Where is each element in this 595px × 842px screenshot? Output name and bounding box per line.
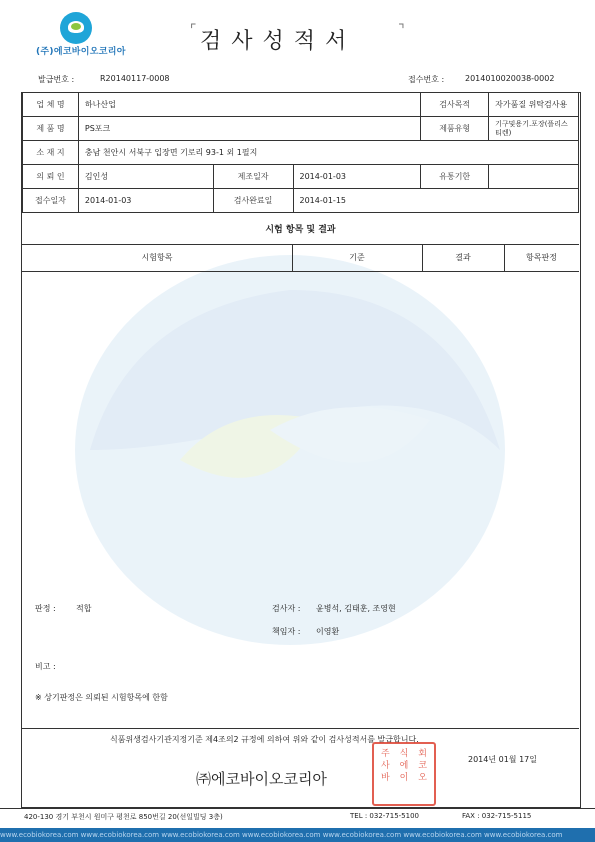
expiry-label: 유통기한 — [421, 165, 489, 189]
company-logo-icon — [60, 12, 92, 44]
footer-divider — [22, 728, 579, 729]
column-result: 결과 — [422, 245, 505, 271]
column-item-judgment: 항목판정 — [526, 253, 557, 262]
inspectors-value: 윤병석, 김태훈, 조영현 — [316, 604, 396, 613]
receipt-no: 2014010020038-0002 — [465, 74, 555, 83]
stamp-char: 주 — [380, 749, 390, 759]
mfg-date-label: 제조일자 — [213, 165, 293, 189]
address-label: 소 재 지 — [23, 141, 79, 165]
company-tel: TEL : 032-715-5100 — [350, 812, 419, 820]
product-label: 제 품 명 — [23, 117, 79, 141]
receipt-date-label: 접수일자 — [23, 189, 79, 213]
inspectors-label: 검사자 : — [272, 604, 301, 613]
issue-no: R20140117-0008 — [100, 74, 170, 83]
column-standard: 기준 — [292, 245, 423, 271]
stamp-char: 바 — [380, 773, 390, 783]
requester-value: 김인성 — [78, 165, 213, 189]
stamp-char: 코 — [418, 761, 427, 771]
results-header-row — [22, 244, 579, 272]
issue-no-label: 발급번호 : — [38, 75, 75, 84]
results-section-title: 시험 항목 및 결과 — [265, 225, 336, 235]
judgment-label: 판정 : — [35, 604, 56, 613]
purpose-label: 검사목적 — [421, 93, 489, 117]
company-seal-stamp — [372, 742, 436, 806]
stamp-char: 오 — [418, 773, 427, 783]
company-logo-text: (주)에코바이오코리아 — [36, 47, 126, 57]
product-value: PS포크 — [78, 117, 420, 141]
footer-address-divider — [0, 808, 595, 809]
expiry-value — [489, 165, 579, 189]
page-title: 검사성적서 — [200, 29, 357, 54]
issuance-statement: 식품위생검사기관지정기준 제4조의2 규정에 의하여 위와 같이 검사성적서를 발급합니다. — [110, 735, 419, 744]
complete-date-value: 2014-01-15 — [293, 189, 579, 213]
issuer-name: ㈜에코바이오코리아 — [196, 770, 327, 788]
column-test-item: 시험항목 — [22, 245, 293, 271]
stamp-char: 에 — [399, 761, 409, 771]
manager-value: 이영환 — [316, 627, 340, 636]
receipt-no-label: 접수번호 : — [408, 75, 445, 84]
title-left-mark: ⌜ — [190, 22, 197, 38]
website-strip: www.ecobiokorea.com www.ecobiokorea.com www.ecobiokorea.com www.ecobiokorea.com www.ecobiokorea.com www.ecobiokorea.com www.ecobiokorea.com — [0, 828, 595, 842]
stamp-char: 사 — [380, 761, 390, 771]
stamp-char: 이 — [399, 773, 409, 783]
issue-date: 2014년 01월 17일 — [468, 755, 537, 764]
purpose-value: 자가품질 위탁검사용 — [489, 93, 579, 117]
title-right-mark: ⌝ — [398, 22, 405, 38]
info-table — [22, 92, 579, 213]
address-value: 충남 천안시 서북구 입장면 기로리 93-1 외 1필지 — [78, 141, 578, 165]
stamp-char: 회 — [418, 749, 427, 759]
remarks-label: 비고 : — [35, 662, 56, 671]
judgment-value: 적합 — [76, 604, 92, 613]
company-label: 업 체 명 — [23, 93, 79, 117]
receipt-date-value: 2014-01-03 — [78, 189, 213, 213]
company-fax: FAX : 032-715-5115 — [462, 812, 532, 820]
stamp-char: 식 — [399, 749, 409, 759]
product-type-value: 기구및용기.포장(플리스티렌) — [489, 117, 579, 141]
manager-label: 책임자 : — [272, 627, 301, 636]
complete-date-label: 검사완료일 — [213, 189, 293, 213]
product-type-label: 제품유형 — [421, 117, 489, 141]
scope-note: ※ 상기판정은 의뢰된 시험항목에 한함 — [35, 693, 168, 702]
mfg-date-value: 2014-01-03 — [293, 165, 421, 189]
company-address: 420-130 경기 부천시 원미구 평천로 850번길 20(선일빌딩 3층) — [24, 813, 223, 821]
company-value: 하나산업 — [78, 93, 420, 117]
requester-label: 의 뢰 인 — [23, 165, 79, 189]
